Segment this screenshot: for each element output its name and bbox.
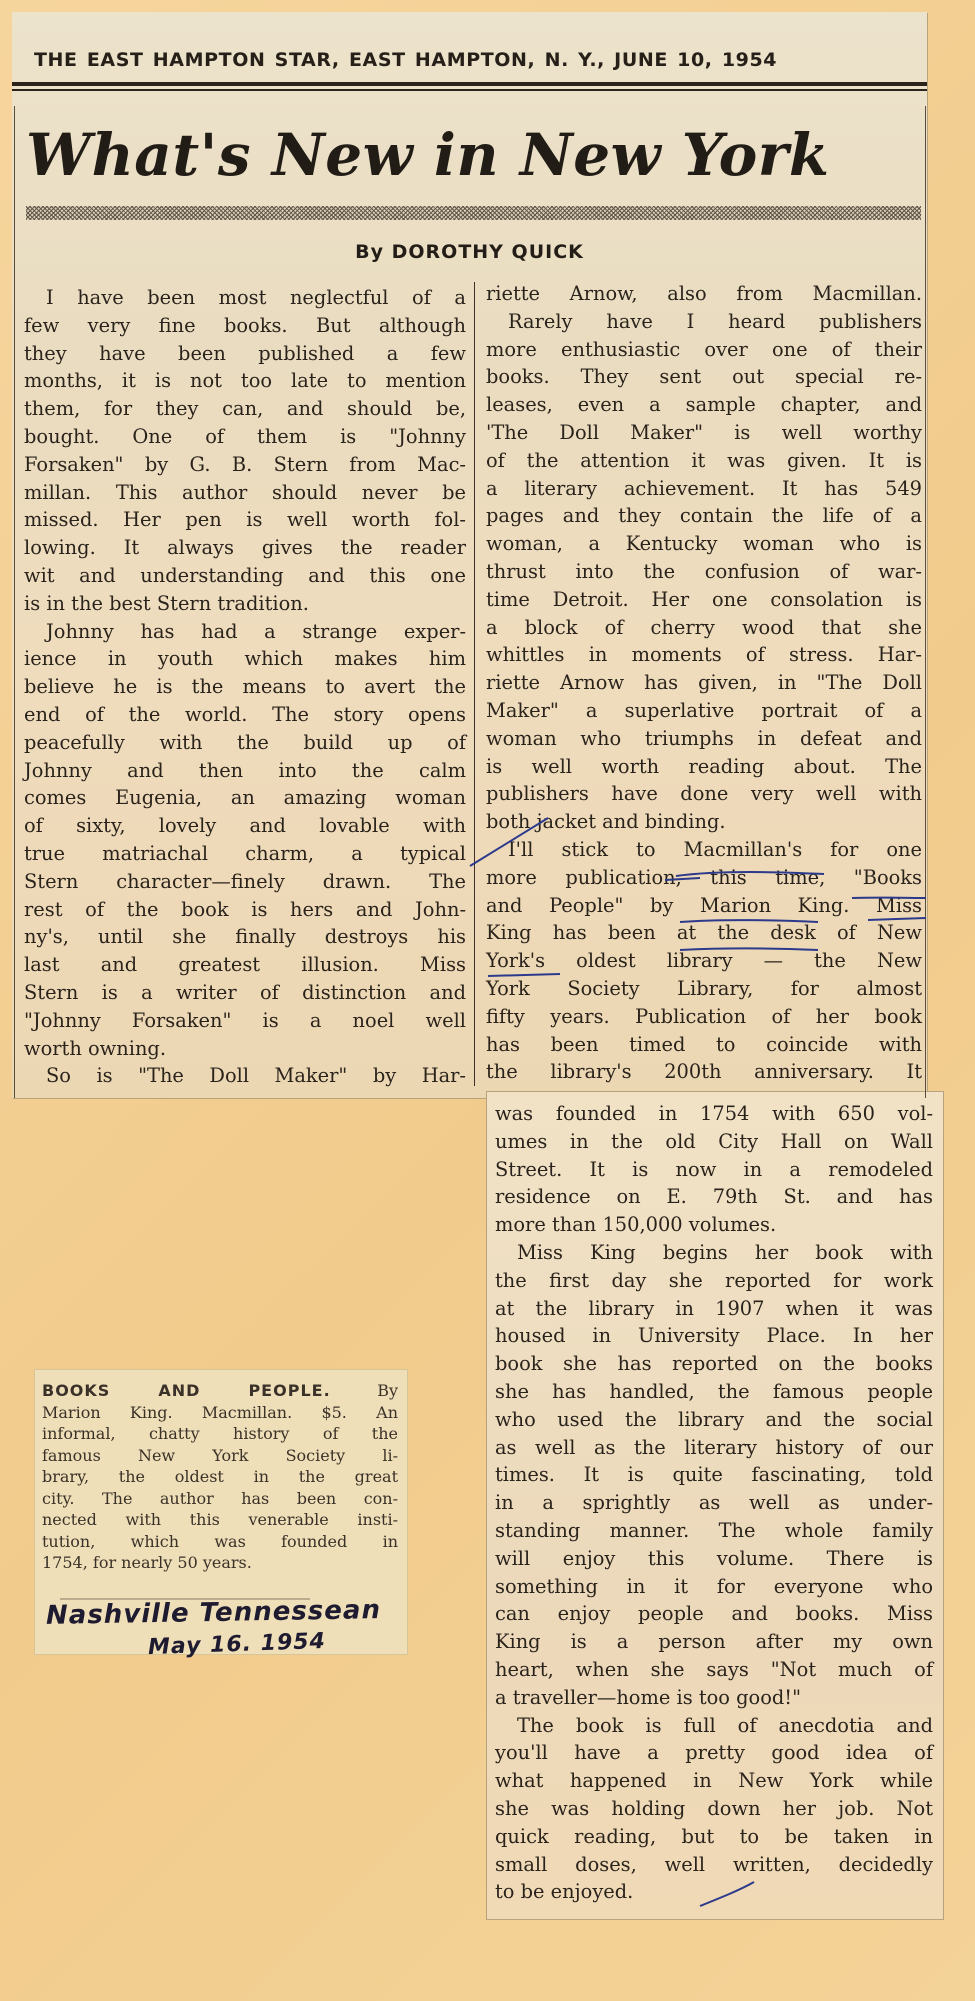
text-line: at the library in 1907 when it was	[495, 1296, 933, 1320]
text-line: a traveller—home is too good!"	[495, 1685, 802, 1709]
text-line: umes in the old City Hall on Wall	[495, 1129, 933, 1153]
text-line: more publication, this time, "Books	[486, 865, 922, 889]
text-line: I have been most neglectful of a	[46, 286, 466, 309]
review-line: By	[377, 1381, 398, 1400]
text-line: missed. Her pen is well worth fol-	[24, 508, 466, 532]
text-line: pages and they contain the life of a	[486, 504, 922, 528]
text-line: of the attention it was given. It is	[486, 448, 922, 472]
text-line: Maker" a superlative portrait of a	[486, 698, 922, 722]
text-line: who used the library and the social	[495, 1407, 933, 1431]
text-line: was founded in 1754 with 650 vol-	[495, 1102, 933, 1125]
text-line: publishers have done very well with	[486, 782, 922, 806]
masthead-rule-thin	[12, 89, 927, 91]
text-line: peacefully with the build up of	[24, 730, 466, 754]
masthead-rule-thick	[12, 82, 927, 86]
text-line: can enjoy people and books. Miss	[495, 1602, 933, 1626]
text-line: lowing. It always gives the reader	[24, 536, 466, 560]
text-line: more than 150,000 volumes.	[495, 1213, 777, 1237]
text-line: is in the best Stern tradition.	[24, 591, 309, 615]
text-line: Rarely have I heard publishers	[508, 309, 922, 333]
text-line: something in it for everyone who	[495, 1574, 933, 1598]
text-line: more enthusiastic over one of their	[486, 337, 922, 361]
text-line: to be enjoyed.	[495, 1880, 634, 1904]
text-line: you'll have a pretty good idea of	[495, 1741, 933, 1765]
article-column-2	[486, 280, 922, 1086]
text-line: the first day she reported for work	[495, 1268, 933, 1292]
review-text	[42, 1380, 398, 1574]
text-line: 'The Doll Maker" is well worthy	[486, 420, 922, 444]
text-line: riette Arnow, also from Macmillan.	[486, 282, 922, 305]
text-line: Johnny has had a strange exper-	[46, 619, 466, 643]
text-line: few very fine books. But although	[24, 313, 466, 337]
review-line: tution, which was founded in	[42, 1531, 398, 1551]
column-divider	[474, 282, 475, 1086]
text-line: So is "The Doll Maker" by Har-	[46, 1064, 466, 1088]
text-line: wit and understanding and this one	[24, 563, 466, 587]
text-line: books. They sent out special re-	[486, 365, 922, 389]
text-line: last and greatest illusion. Miss	[24, 953, 466, 977]
review-first-line	[42, 1380, 398, 1402]
text-line: comes Eugenia, an amazing woman	[24, 786, 466, 810]
text-line: worth owning.	[24, 1036, 167, 1060]
text-line: will enjoy this volume. There is	[495, 1546, 933, 1570]
decorative-hatch-rule	[26, 206, 921, 220]
text-line: quick reading, but to be taken in	[495, 1824, 933, 1848]
text-line: times. It is quite fascinating, told	[495, 1463, 933, 1487]
review-line: brary, the oldest in the great	[42, 1467, 398, 1486]
text-line: whittles in moments of stress. Har-	[486, 643, 922, 667]
text-line: believe he is the means to avert the	[24, 675, 466, 699]
text-line: small doses, well written, decidedly	[495, 1852, 933, 1876]
text-line: York Society Library, for almost	[486, 976, 922, 1000]
text-line: leases, even a sample chapter, and	[486, 393, 922, 417]
text-line: fifty years. Publication of her book	[486, 1004, 922, 1028]
text-line: of sixty, lovely and lovable with	[24, 814, 466, 838]
newspaper-masthead: THE EAST HAMPTON STAR, EAST HAMPTON, N. Y., JUNE 10, 1954	[34, 49, 778, 71]
review-title: BOOKS AND PEOPLE.	[42, 1381, 331, 1400]
text-line: as well as the literary history of our	[495, 1435, 933, 1459]
text-line: she was holding down her job. Not	[495, 1796, 933, 1820]
text-line: months, it is not too late to mention	[24, 369, 466, 393]
handwritten-source: Nashville Tennessean	[45, 1595, 382, 1631]
review-line: Marion King. Macmillan. $5. An	[42, 1402, 398, 1422]
article-column-1	[24, 284, 466, 1090]
text-line: the library's 200th anniversary. It	[486, 1060, 922, 1084]
text-line: has been timed to coincide with	[486, 1032, 922, 1056]
text-line: ience in youth which makes him	[24, 647, 466, 671]
article-headline: What's New in New York	[26, 121, 830, 189]
text-line: woman, a Kentucky woman who is	[486, 532, 922, 556]
text-line: standing manner. The whole family	[495, 1518, 933, 1542]
review-line: informal, chatty history of the	[42, 1424, 398, 1443]
text-line: The book is full of anecdotia and	[517, 1713, 933, 1737]
text-line: them, for they can, and should be,	[24, 397, 466, 421]
text-line: both jacket and binding.	[486, 810, 726, 834]
text-line: Miss King begins her book with	[517, 1240, 933, 1264]
text-line: Street. It is now in a remodeled	[495, 1157, 933, 1181]
text-line: ny's, until she finally destroys his	[24, 925, 466, 949]
text-line: she has handled, the famous people	[495, 1379, 933, 1403]
text-line: housed in University Place. In her	[495, 1324, 933, 1348]
article-byline: By DOROTHY QUICK	[355, 241, 584, 263]
text-line: Stern character—finely drawn. The	[24, 869, 466, 893]
text-line: rest of the book is hers and John-	[24, 897, 466, 921]
article-column-3	[495, 1100, 933, 1906]
review-line: nected with this venerable insti-	[42, 1510, 398, 1529]
text-line: and People" by Marion King. Miss	[486, 893, 922, 917]
text-line: end of the world. The story opens	[24, 702, 466, 726]
text-line: Forsaken" by G. B. Stern from Mac-	[24, 452, 466, 476]
text-line: millan. This author should never be	[24, 480, 466, 504]
review-line: city. The author has been con-	[42, 1488, 398, 1508]
text-line: I'll stick to Macmillan's for one	[508, 837, 922, 861]
text-line: thrust into the confusion of war-	[486, 559, 922, 583]
text-line: King has been at the desk of New	[486, 921, 922, 945]
text-line: King is a person after my own	[495, 1630, 933, 1654]
text-line: heart, when she says "Not much of	[495, 1657, 933, 1681]
text-line: in a sprightly as well as under-	[495, 1491, 933, 1515]
text-line: riette Arnow has given, in "The Doll	[486, 671, 922, 695]
text-line: they have been published a few	[24, 341, 466, 365]
text-line: a block of cherry wood that she	[486, 615, 922, 639]
text-line: what happened in New York while	[495, 1769, 933, 1793]
review-line: 1754, for nearly 50 years.	[42, 1553, 252, 1572]
text-line: woman who triumphs in defeat and	[486, 726, 922, 750]
text-line: true matriachal charm, a typical	[24, 841, 466, 865]
text-line: a literary achievement. It has 549	[486, 476, 922, 500]
text-line: bought. One of them is "Johnny	[24, 424, 466, 448]
text-line: Stern is a writer of distinction and	[24, 980, 466, 1004]
text-line: time Detroit. Her one consolation is	[486, 587, 922, 611]
text-line: Johnny and then into the calm	[24, 758, 466, 782]
review-line: famous New York Society li-	[42, 1445, 398, 1465]
text-line: book she has reported on the books	[495, 1352, 933, 1376]
text-line: York's oldest library — the New	[486, 949, 922, 973]
text-line: is well worth reading about. The	[486, 754, 922, 778]
text-line: "Johnny Forsaken" is a noel well	[24, 1008, 466, 1032]
handwritten-date: May 16. 1954	[147, 1628, 327, 1661]
text-line: residence on E. 79th St. and has	[495, 1185, 933, 1209]
